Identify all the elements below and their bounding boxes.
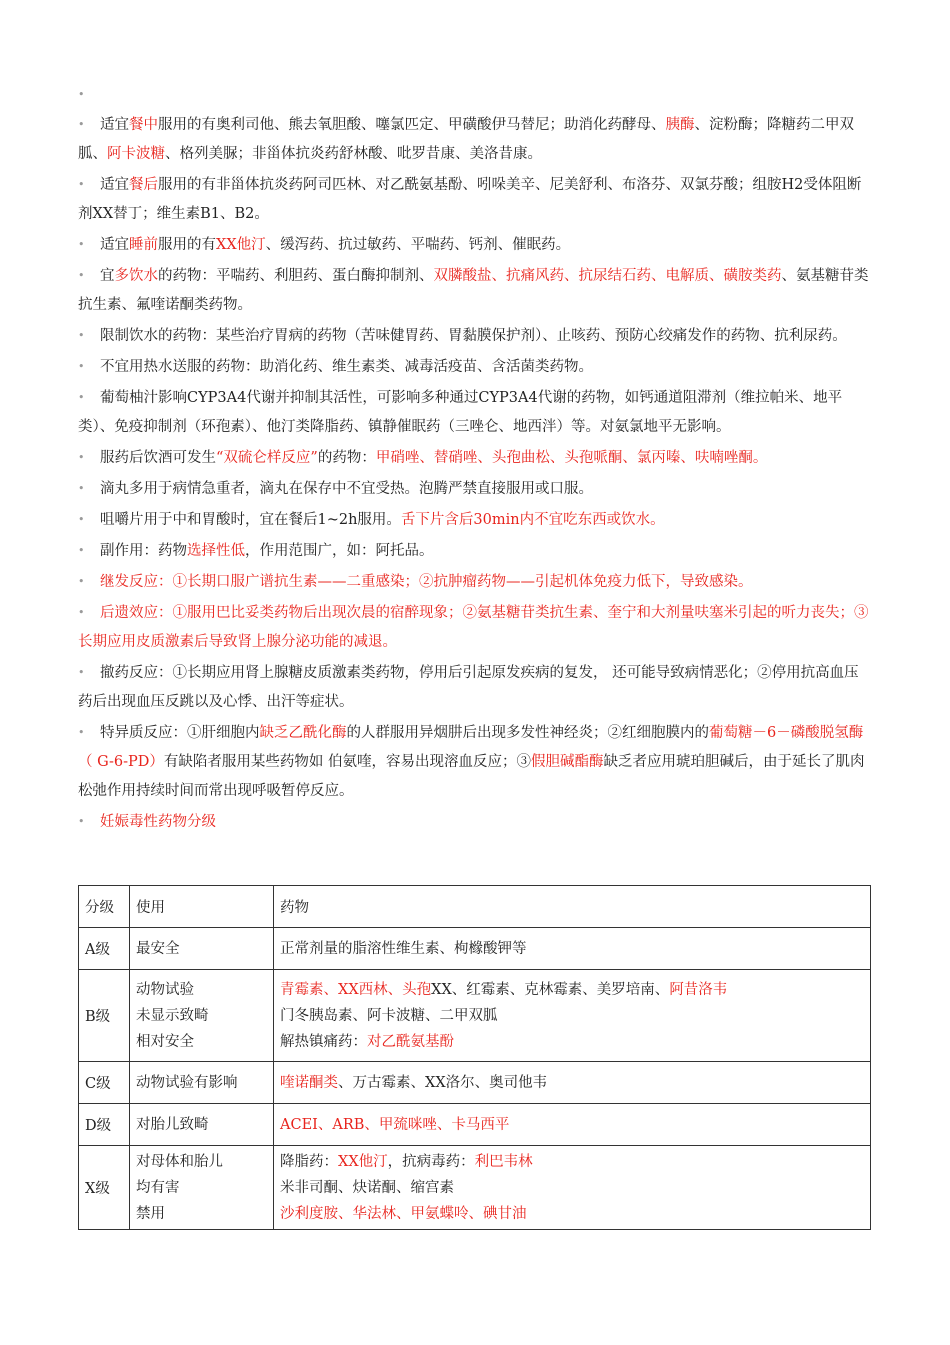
highlight-text: 喹诺酮类 [280, 1074, 338, 1091]
list-item [78, 807, 873, 837]
body-text: 、万古霉素、XX洛尔、奥司他韦 [338, 1074, 548, 1091]
use-line: 未显示致畸 [136, 1007, 209, 1024]
body-text: 滴丸多用于病情急重者，滴丸在保存中不宜受热。泡腾严禁直接服用或口服。 [100, 481, 593, 497]
bullet-icon: • [78, 88, 85, 101]
highlight-text: XX他汀 [216, 237, 266, 253]
use-cell [130, 1062, 274, 1104]
header-grade: 分级 [79, 886, 130, 928]
drugs-line [280, 936, 864, 962]
bullet-icon: • [78, 575, 85, 588]
body-text: 有缺陷者服用某些药物如 伯氨喹，容易出现溶血反应；③ [163, 754, 531, 770]
body-text: 降脂药： [280, 1153, 338, 1170]
bullet-icon: • [78, 451, 85, 464]
header-drugs: 药物 [274, 886, 871, 928]
drugs-line [280, 1201, 864, 1227]
table-row [79, 1062, 871, 1104]
body-text: 不宜用热水送服的药物：助消化药、维生素类、减毒活疫苗、含活菌类药物。 [100, 359, 593, 375]
highlight-text: 葡萄糖－6－磷酸脱氢酶（ G-6-PD） [78, 725, 864, 770]
bullet-icon: • [78, 269, 85, 282]
body-text: 副作用：药物 [100, 543, 187, 559]
body-text: 适宜 [100, 117, 129, 133]
body-text: 咀嚼片用于中和胃酸时，宜在餐后1~2h服用。 [100, 512, 401, 528]
use-line: 动物试验有影响 [136, 1074, 238, 1091]
body-text: 、淀粉酶；降糖药二甲双胍、 [78, 117, 854, 162]
drugs-cell [274, 970, 871, 1062]
drugs-cell [274, 1104, 871, 1146]
highlight-text: “双硫仑样反应” [216, 450, 318, 466]
body-text: 宜 [100, 268, 115, 284]
body-text: 米非司酮、炔诺酮、缩宫素 [280, 1179, 454, 1196]
highlight-text: 缺乏乙酰化酶 [259, 725, 347, 741]
drugs-line [280, 1112, 864, 1138]
pregnancy-grade-table [78, 885, 871, 1230]
grade-cell: B级 [79, 970, 130, 1062]
body-text: ，抗病毒药： [387, 1153, 475, 1170]
use-cell [130, 1146, 274, 1230]
highlight-text: 阿昔洛韦 [669, 981, 728, 998]
body-text: 适宜 [100, 237, 129, 253]
list-item [78, 321, 873, 351]
highlight-text: 甲硝唑、替硝唑、头孢曲松、头孢哌酮、氯丙嗪、呋喃唑酮。 [375, 450, 768, 466]
table-row [79, 970, 871, 1062]
highlight-text: ACEI、ARB、甲巯咪唑、卡马西平 [280, 1116, 510, 1133]
highlight-text: 餐后 [129, 177, 158, 193]
list-item [78, 598, 873, 657]
drugs-line [280, 1003, 864, 1029]
bullet-icon: • [78, 238, 85, 251]
highlight-text: 舌下片含后30min内不宜吃东西或饮水。 [400, 512, 665, 528]
drugs-cell [274, 1146, 871, 1230]
bullet-list [78, 110, 873, 837]
body-text: 解热镇痛药： [280, 1033, 367, 1050]
bullet-icon: • [78, 391, 85, 404]
highlight-text: 假胆碱酯酶 [530, 754, 604, 770]
bullet-icon: • [78, 606, 85, 619]
highlight-text: 沙利度胺、华法林、甲氨蝶呤、碘甘油 [280, 1205, 527, 1222]
body-text: 服用的有 [158, 237, 216, 253]
list-item [78, 230, 873, 260]
use-line: 最安全 [136, 940, 180, 957]
list-item [78, 261, 873, 320]
body-text: 服用的有非甾体抗炎药阿司匹林、对乙酰氨基酚、吲哚美辛、尼美舒利、布洛芬、双氯芬酸；组胺H2受体阻断剂XX替丁；维生素B1、B2。 [78, 177, 862, 222]
body-text: 正常剂量的脂溶性维生素、枸橼酸钾等 [280, 940, 527, 957]
body-text: 葡萄柚汁影响CYP3A4代谢并抑制其活性，可影响多种通过CYP3A4代谢的药物，如钙通道阻滞剂（维拉帕米、地平类）、免疫抑制剂（环孢素）、他汀类降脂药、镇静催眠药（三唑仑、地西泮）等。对氨氯地平无影响。 [78, 390, 843, 435]
body-text: ，作用范围广，如：阿托品。 [245, 543, 434, 559]
bullet-icon: • [78, 544, 85, 557]
highlight-text: 继发反应：①长期口服广谱抗生素——二重感染；②抗肿瘤药物——引起机体免疫力低下，导致感染。 [100, 574, 753, 590]
drugs-cell [274, 928, 871, 970]
body-text: 撤药反应：①长期应用肾上腺糖皮质激素类药物，停用后引起原发疾病的复发， 还可能导致病情恶化；②停用抗高血压药后出现血压反跳以及心悸、出汗等症状。 [78, 665, 859, 710]
bullet-icon: • [78, 513, 85, 526]
list-item [78, 567, 873, 597]
bullet-icon: • [78, 815, 85, 828]
drugs-line [280, 1070, 864, 1096]
highlight-text: 后遗效应：①服用巴比妥类药物后出现次晨的宿醉现象；②氨基糖苷类抗生素、奎宁和大剂量呋塞米引起的听力丧失；③长期应用皮质激素后导致肾上腺分泌功能的减退。 [78, 605, 869, 650]
table-row [79, 928, 871, 970]
body-text: 适宜 [100, 177, 129, 193]
bullet-icon: • [78, 118, 85, 131]
grade-cell: A级 [79, 928, 130, 970]
body-text: 限制饮水的药物：某些治疗胃病的药物（苦味健胃药、胃黏膜保护剂）、止咳药、预防心绞痛发作的药物、抗利尿药。 [100, 328, 847, 344]
use-line: 对胎儿致畸 [136, 1116, 209, 1133]
list-item [78, 170, 873, 229]
use-cell [130, 1104, 274, 1146]
drugs-line [280, 1175, 864, 1201]
bullet-icon: • [78, 726, 85, 739]
highlight-text: XX他汀 [338, 1153, 388, 1170]
bullet-icon: • [78, 178, 85, 191]
drugs-line [280, 1149, 864, 1175]
list-item [78, 383, 873, 442]
highlight-text: 利巴韦林 [474, 1153, 533, 1170]
use-line: 对母体和胎儿 [136, 1153, 223, 1170]
bullet-icon: • [78, 666, 85, 679]
highlight-text: 睡前 [129, 237, 158, 253]
use-line: 禁用 [136, 1205, 165, 1222]
list-item [78, 474, 873, 504]
list-item [78, 352, 873, 382]
table-row [79, 1104, 871, 1146]
highlight-text: 对乙酰氨基酚 [367, 1033, 454, 1050]
header-use: 使用 [130, 886, 274, 928]
list-item [78, 443, 873, 473]
use-line: 均有害 [136, 1179, 180, 1196]
body-text: 特异质反应：①肝细胞内 [100, 725, 260, 741]
highlight-text: 多饮水 [114, 268, 158, 284]
body-text: 服用的有奥利司他、熊去氧胆酸、噻氯匹定、甲磺酸伊马替尼；助消化药酵母、 [158, 117, 666, 133]
list-item [78, 718, 873, 806]
highlight-text: 胰酶 [665, 117, 695, 133]
body-text: 的药物： [317, 450, 376, 466]
use-cell [130, 970, 274, 1062]
use-line: 动物试验 [136, 981, 194, 998]
body-text: 的药物：平喘药、利胆药、蛋白酶抑制剂、 [158, 268, 434, 284]
drugs-line [280, 977, 864, 1003]
body-text: 、氨基糖苷类抗生素、氟喹诺酮类药物。 [78, 268, 869, 313]
bullet-icon: • [78, 482, 85, 495]
body-text: 服药后饮酒可发生 [100, 450, 216, 466]
list-item [78, 110, 873, 169]
use-line: 相对安全 [136, 1033, 194, 1050]
drugs-cell [274, 1062, 871, 1104]
highlight-text: 选择性低 [187, 543, 245, 559]
grade-cell: X级 [79, 1146, 130, 1230]
grade-cell: D级 [79, 1104, 130, 1146]
use-cell [130, 928, 274, 970]
table-row [79, 1146, 871, 1230]
highlight-text: 餐中 [129, 117, 158, 133]
highlight-text: 双膦酸盐、抗痛风药、抗尿结石药、电解质、磺胺类药 [433, 268, 782, 284]
drugs-line [280, 1029, 864, 1055]
document-body [78, 80, 873, 837]
body-text: 的人群服用异烟肼后出现多发性神经炎；②红细胞膜内的 [346, 725, 709, 741]
body-text: XX、红霉素、克林霉素、美罗培南、 [431, 981, 670, 998]
bullet-icon: • [78, 360, 85, 373]
body-text: 、格列美脲；非甾体抗炎药舒林酸、吡罗昔康、美洛昔康。 [165, 146, 542, 162]
body-text: 缺乏者应用琥珀胆碱后，由于延长了肌肉松弛作用持续时间而常出现呼吸暂停反应。 [78, 754, 865, 799]
highlight-text: 阿卡波糖 [107, 146, 165, 162]
table-header-row [79, 886, 871, 928]
highlight-text: 青霉素、XX西林、头孢 [280, 981, 432, 998]
list-item [78, 658, 873, 717]
body-text: 、缓泻药、抗过敏药、平喘药、钙剂、催眠药。 [265, 237, 571, 253]
list-item [78, 536, 873, 566]
highlight-text: 妊娠毒性药物分级 [100, 814, 216, 830]
grade-cell: C级 [79, 1062, 130, 1104]
list-item [78, 505, 873, 535]
bullet-icon: • [78, 329, 85, 342]
lead-bullet [78, 80, 873, 110]
body-text: 门冬胰岛素、阿卡波糖、二甲双胍 [280, 1007, 498, 1024]
